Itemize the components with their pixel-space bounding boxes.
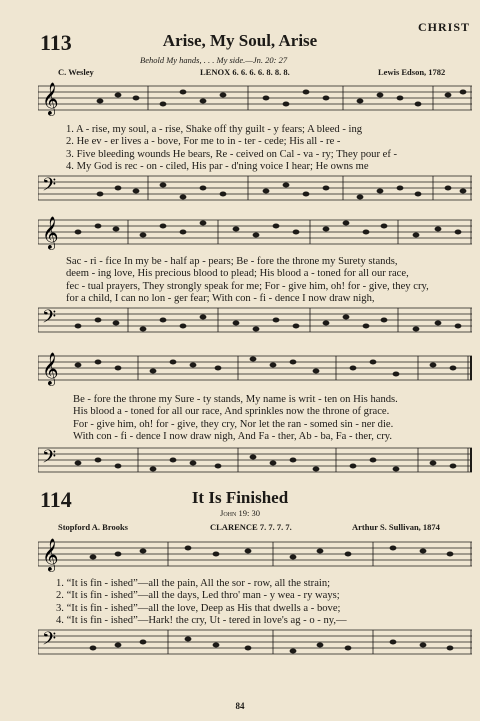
lyric-line: 1. A - rise, my soul, a - rise, Shake off thy guilt - y fears; A bleed - ing (66, 124, 363, 135)
music-staff (38, 534, 472, 576)
lyric-line: Sac - ri - fice In my be - half ap - pears; Be - fore the throne my Surety stands, (66, 256, 398, 267)
tune-name-114: CLARENCE 7. 7. 7. 7. (210, 522, 292, 532)
hymn-title-114: It Is Finished (191, 488, 289, 507)
scripture-reference-114: John 19: 30 (220, 508, 260, 518)
lyrics-block-113-1 (66, 124, 397, 173)
author-113: C. Wesley (58, 67, 94, 77)
lyric-line: 2. “It is fin - ished”—all the days, Led thro' man - y wea - ry ways; (56, 590, 340, 602)
lyrics-block-114-1 (56, 578, 347, 627)
lyric-line: 1. “It is fin - ished”—all the pain, All the sor - row, all the strain; (56, 578, 331, 589)
svg-text:𝄞: 𝄞 (42, 352, 59, 385)
music-staff (38, 624, 472, 666)
lyric-line: 4. “It is fin - ished”—Hark! the cry, Ut - tered in love's ag - o - ny,— (56, 614, 347, 626)
author-114: Stopford A. Brooks (58, 522, 128, 532)
hymn-number-114: 114 (40, 487, 72, 512)
lyric-line: For - give him, oh! for - give, they cry, Nor let the ran - somed sin - ner die. (73, 418, 394, 430)
svg-text:𝄞: 𝄞 (42, 538, 59, 571)
lyrics-block-113-3 (73, 394, 398, 443)
lyric-line: Be - fore the throne my Sure - ty stands, My name is writ - ten on His hands. (73, 394, 398, 405)
lyric-line: fec - tual prayers, They strongly speak for me; For - give him, oh! for - give, they cry, (66, 280, 429, 292)
music-staff (38, 82, 472, 124)
lyric-line: deem - ing love, His precious blood to plead; His blood a - toned for all our race, (66, 268, 409, 280)
lyric-line: With con - fi - dence I now draw nigh, And Fa - ther, Ab - ba, Fa - ther, cry. (73, 430, 392, 442)
music-staff (38, 302, 472, 344)
lyric-line: 2. He ev - er lives a - bove, For me to in - ter - cede; His all - re - (66, 136, 341, 148)
music-staff (38, 442, 472, 484)
scripture-reference-113: Behold My hands, . . . My side.—Jn. 20: 27 (140, 55, 288, 65)
section-header: CHRIST (417, 20, 470, 34)
svg-text:𝄢: 𝄢 (42, 629, 57, 654)
lyric-line: 3. Five bleeding wounds He bears, Re - ceived on Cal - va - ry; They pour ef - (66, 148, 398, 160)
music-staff (38, 170, 472, 212)
tune-name-113: LENOX 6. 6. 6. 6. 8. 8. 8. (200, 67, 290, 77)
lyric-line: 3. “It is fin - ished”—all the love, Deep as His that dwells a - bove; (56, 602, 341, 614)
svg-text:𝄢: 𝄢 (42, 447, 57, 472)
svg-text:𝄞: 𝄞 (42, 82, 59, 115)
composer-113: Lewis Edson, 1782 (378, 67, 446, 77)
hymn-title-113: Arise, My Soul, Arise (162, 31, 318, 50)
lyric-line: for a child, I can no lon - ger fear; With con - fi - dence I now draw nigh, (66, 292, 375, 304)
svg-text:𝄞: 𝄞 (42, 216, 59, 249)
lyric-line: 4. My God is rec - on - ciled, His par - d'ning voice I hear; He owns me (66, 160, 369, 172)
hymn-number-113: 113 (40, 30, 72, 55)
page-number: 84 (235, 701, 245, 711)
music-staff (38, 214, 472, 256)
music-staff (38, 350, 472, 392)
composer-114: Arthur S. Sullivan, 1874 (352, 522, 440, 532)
lyrics-block-113-2 (66, 256, 429, 305)
svg-text:𝄢: 𝄢 (42, 307, 57, 332)
svg-text:𝄢: 𝄢 (42, 175, 57, 200)
lyric-line: His blood a - toned for all our race, And sprinkles now the throne of grace. (73, 406, 390, 418)
